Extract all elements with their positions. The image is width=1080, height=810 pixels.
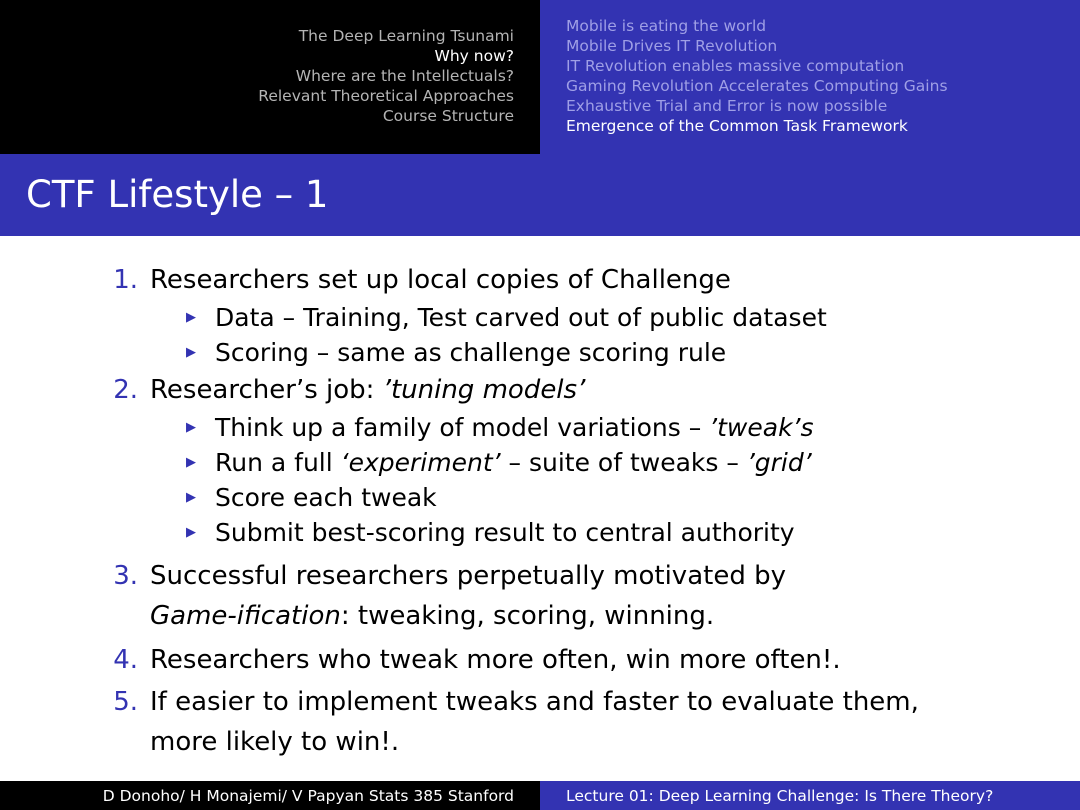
triangle-right-icon: ▶	[186, 420, 196, 435]
section-nav	[258, 26, 514, 126]
section-nav-panel	[0, 0, 540, 154]
triangle-right-icon: ▶	[186, 525, 196, 540]
triangle-right-icon: ▶	[186, 455, 196, 470]
nav-subsection-mobile-eating-world[interactable]: Mobile is eating the world	[566, 17, 767, 35]
nav-section-deep-learning-tsunami[interactable]: The Deep Learning Tsunami	[298, 27, 514, 45]
triangle-right-icon: ▶	[186, 310, 196, 325]
slide-content	[0, 236, 1080, 781]
nav-section-intellectuals[interactable]: Where are the Intellectuals?	[295, 67, 514, 85]
footer-lecture-title: Lecture 01: Deep Learning Challenge: Is There Theory?	[566, 787, 994, 805]
item-number: 3.	[113, 561, 138, 591]
sub-item-text: Think up a family of model variations – ’tweak’s	[215, 413, 814, 442]
subsection-nav	[566, 16, 948, 136]
item-text: Game-ification: tweaking, scoring, winning.	[150, 601, 715, 631]
triangle-right-icon: ▶	[186, 345, 196, 360]
nav-subsection-gaming-revolution[interactable]: Gaming Revolution Accelerates Computing Gains	[566, 77, 948, 95]
nav-section-theoretical-approaches[interactable]: Relevant Theoretical Approaches	[258, 87, 514, 105]
nav-subsection-common-task-framework[interactable]: Emergence of the Common Task Framework	[566, 117, 908, 135]
sub-item-text: Submit best-scoring result to central authority	[215, 518, 795, 547]
item-number: 1.	[113, 265, 138, 295]
item-number: 4.	[113, 645, 138, 675]
item-number: 2.	[113, 375, 138, 405]
sub-item-text: Scoring – same as challenge scoring rule	[215, 338, 727, 367]
nav-subsection-trial-and-error[interactable]: Exhaustive Trial and Error is now possible	[566, 97, 888, 115]
triangle-right-icon: ▶	[186, 490, 196, 505]
item-text: If easier to implement tweaks and faster to evaluate them,	[150, 687, 919, 717]
item-text: Researcher’s job: ’tuning models’	[150, 375, 586, 405]
nav-subsection-it-revolution[interactable]: IT Revolution enables massive computation	[566, 57, 905, 75]
nav-section-course-structure[interactable]: Course Structure	[382, 107, 514, 125]
item-text: Researchers who tweak more often, win more often!.	[150, 645, 841, 675]
item-number: 5.	[113, 687, 138, 717]
item-text: more likely to win!.	[150, 727, 400, 757]
nav-subsection-mobile-drives-it[interactable]: Mobile Drives IT Revolution	[566, 37, 778, 55]
footer-authors-bar	[0, 781, 540, 810]
sub-item-text: Data – Training, Test carved out of public dataset	[215, 303, 827, 332]
sub-item-text: Run a full ‘experiment’ – suite of tweaks – ’grid’	[215, 448, 812, 477]
slide-title: CTF Lifestyle – 1	[26, 173, 329, 216]
item-text: Successful researchers perpetually motivated by	[150, 561, 786, 591]
slide-title-bar	[0, 154, 1080, 236]
item-text: Researchers set up local copies of Challenge	[150, 265, 731, 295]
footer-authors: D Donoho/ H Monajemi/ V Papyan Stats 385 Stanford	[102, 787, 514, 805]
nav-section-why-now[interactable]: Why now?	[434, 47, 514, 65]
subsection-nav-panel	[540, 0, 1080, 154]
footer-lecture-bar	[540, 781, 1080, 810]
sub-item-text: Score each tweak	[215, 483, 437, 512]
